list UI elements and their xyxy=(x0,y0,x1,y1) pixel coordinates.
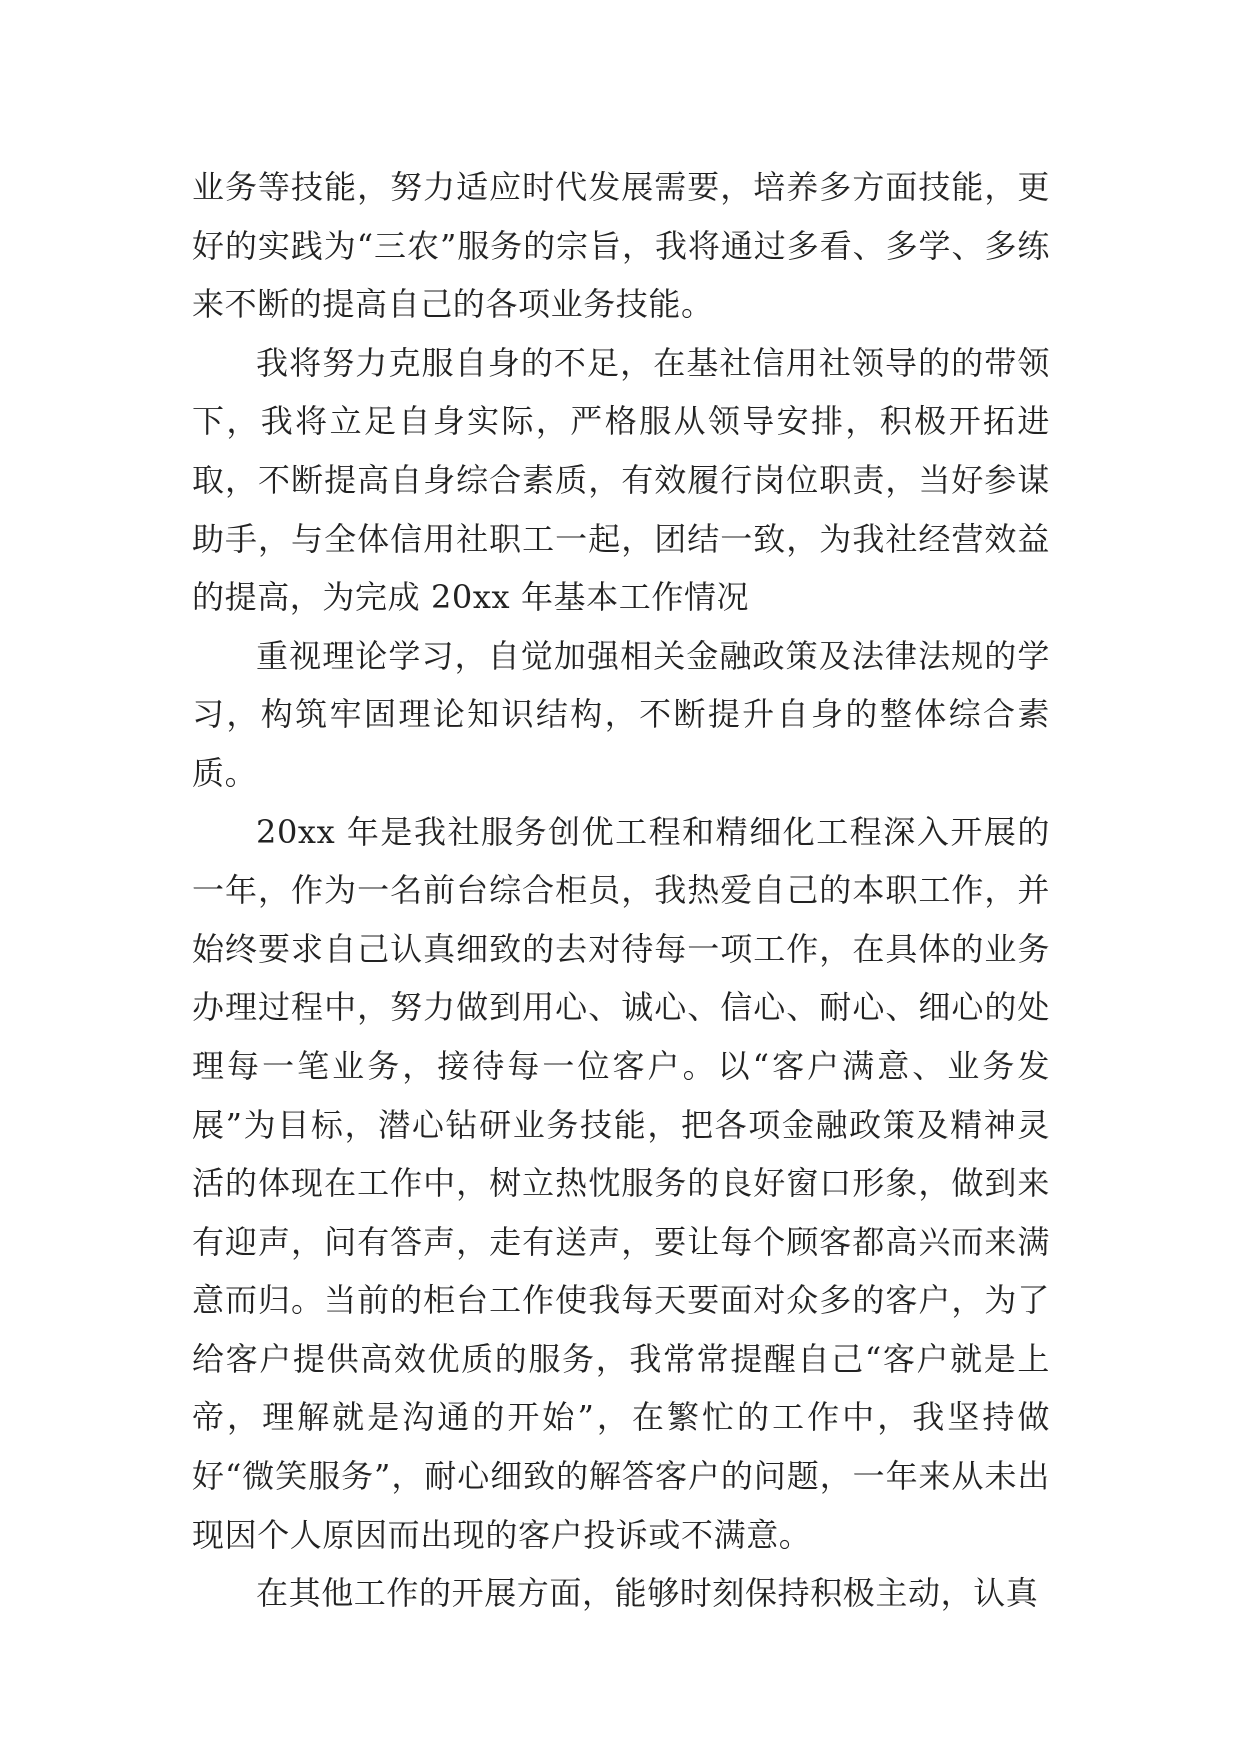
paragraph-skills-continuation: 业务等技能，努力适应时代发展需要，培养多方面技能，更好的实践为“三农”服务的宗旨，我将通过多看、多学、多练来不断的提高自己的各项业务技能。 xyxy=(192,168,1050,324)
paragraph-service-work: 20xx 年是我社服务创优工程和精细化工程深入开展的一年，作为一名前台综合柜员，我热爱自己的本职工作，并始终要求自己认真细致的去对待每一项工作，在具体的业务办理过程中，努力做到用心、诚心、信心、耐心、细心的处理每一笔业务，接待每一位客户。以“客户满意、业务发展”为目标，潜心钻研业务技能，把各项金融政策及精神灵活的体现在工作中，树立热忱服务的良好窗口形象，做到来有迎声，问有答声，走有送声，要让每个顾客都高兴而来满意而归。当前的柜台工作使我每天要面对众多的客户，为了给客户提供高效优质的服务，我常常提醒自己“客户就是上帝，理解就是沟通的开始”，在繁忙的工作中，我坚持做好“微笑服务”，耐心细致的解答客户的问题，一年来从未出现因个人原因而出现的客户投诉或不满意。 xyxy=(192,812,1050,1554)
paragraph-other-work: 在其他工作的开展方面，能够时刻保持积极主动，认真 xyxy=(256,1574,1039,1613)
document-body xyxy=(192,158,1050,1623)
paragraph-self-improvement: 我将努力克服自身的不足，在基社信用社领导的的带领下，我将立足自身实际，严格服从领导安排，积极开拓进取，不断提高自身综合素质，有效履行岗位职责，当好参谋助手，与全体信用社职工一起，团结一致，为我社经营效益的提高，为完成 20xx 年基本工作情况 xyxy=(192,343,1050,617)
paragraph-theory-study: 重视理论学习，自觉加强相关金融政策及法律法规的学习，构筑牢固理论知识结构，不断提升自身的整体综合素质。 xyxy=(192,636,1050,792)
